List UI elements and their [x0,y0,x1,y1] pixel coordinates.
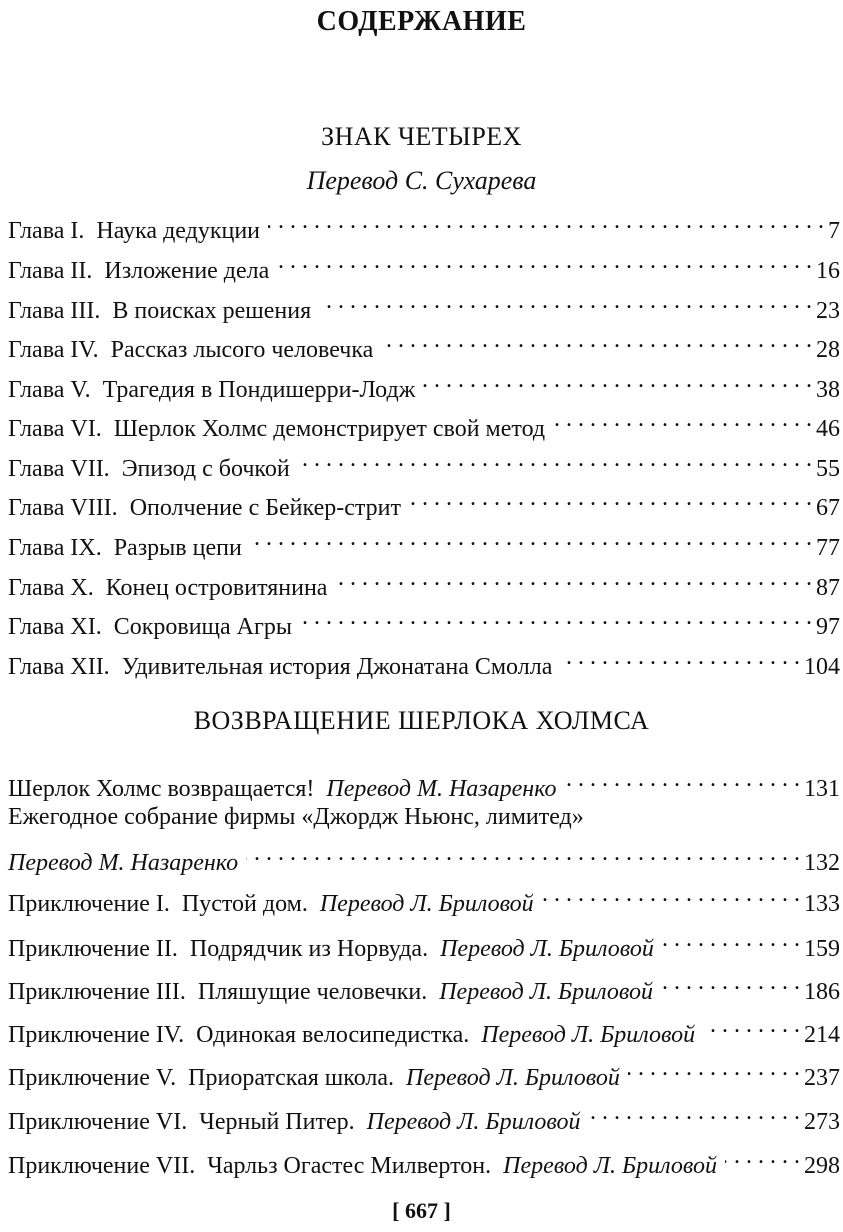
toc-entry[interactable] [8,922,840,962]
dot-leader [250,521,812,555]
toc-entry[interactable] [8,877,840,917]
page-number: 132 [804,850,840,876]
dot-leader [628,1051,800,1085]
toc-entry[interactable] [8,402,840,442]
dot-leader [662,922,800,956]
chapter-title: Шерлок Холмс демонстрирует свой метод [113,416,546,442]
chapter-title: Пляшущие человечки. [197,979,428,1005]
toc-entry[interactable] [8,640,840,680]
page-number: 67 [816,495,840,521]
chapter-title: Приоратская школа. [188,1065,395,1091]
chapter-number: Приключение IV. [8,1022,185,1048]
entry-translator: Перевод Л. Бриловой [481,1022,696,1048]
toc-entry[interactable] [8,600,840,640]
dot-leader [542,877,800,911]
entry-translator: Перевод М. Назаренко [8,850,239,876]
dot-leader [298,442,812,476]
chapter-title: Одинокая велосипедистка. [196,1022,470,1048]
chapter-title: Ополчение с Бейкер-стрит [129,495,401,521]
toc-entry[interactable] [8,204,840,244]
chapter-number: Глава V. [8,377,91,403]
page-number: 237 [804,1065,840,1091]
section-title-return-of-holmes: ВОЗВРАЩЕНИЕ ШЕРЛОКА ХОЛМСА [193,706,650,735]
chapter-number: Глава IV. [8,337,99,363]
entry-translator: Перевод Л. Бриловой [440,936,654,962]
chapter-number: Приключение I. [8,891,170,917]
page-number: 46 [816,416,840,442]
entry-translator: Перевод Л. Бриловой [319,891,534,917]
page-number: 214 [804,1022,840,1048]
page-title: СОДЕРЖАНИЕ [316,6,527,37]
chapter-number: Глава II. [8,258,93,284]
toc-entry[interactable] [8,1139,840,1179]
chapter-title: Пустой дом. [181,891,308,917]
dot-leader [277,244,812,278]
toc-entry[interactable] [8,521,840,561]
entry-translator: Перевод Л. Бриловой [406,1065,620,1091]
toc-entry[interactable] [8,965,840,1005]
dot-leader [335,561,812,595]
entry-title[interactable]: Ежегодное собрание фирмы «Джордж Ньюнс, лимитед» [8,804,584,830]
dot-leader [381,323,812,357]
page-number: 7 [828,218,840,244]
page-number: 273 [804,1109,840,1135]
chapter-number: Приключение VII. [8,1153,196,1179]
dot-leader [560,640,800,674]
page-number: 55 [816,456,840,482]
chapter-title: Трагедия в Пондишерри-Лодж [102,377,416,403]
chapter-number: Приключение VI. [8,1109,188,1135]
section-translator: Перевод С. Сухарева [306,166,537,195]
chapter-number: Глава I. [8,218,85,244]
chapter-title: Конец островитянина [105,575,328,601]
toc-entry[interactable] [8,244,840,284]
dot-leader [268,204,824,238]
dot-leader [409,481,812,515]
chapter-title: Черный Питер. [199,1109,355,1135]
toc-entry[interactable] [8,1095,840,1135]
chapter-title: В поисках решения [112,298,312,324]
page-number: 77 [816,535,840,561]
dot-leader [703,1008,800,1042]
page-number: 16 [816,258,840,284]
dot-leader [300,600,812,634]
chapter-number: Глава III. [8,298,101,324]
toc-entry[interactable] [8,442,840,482]
toc-entry[interactable] [8,762,840,802]
page-number: 298 [804,1153,840,1179]
entry-translator: Перевод Л. Бриловой [439,979,654,1005]
entry-title: Шерлок Холмс возвращается! [8,776,315,802]
dot-leader [423,363,812,397]
dot-leader [319,284,812,318]
chapter-title: Наука дедукции [96,218,261,244]
dot-leader [588,1095,800,1129]
dot-leader [661,965,800,999]
entry-translator: Перевод Л. Бриловой [366,1109,581,1135]
toc-entry[interactable] [8,284,840,324]
chapter-number: Глава XII. [8,654,110,680]
entry-translator: Перевод М. Назаренко [326,776,557,802]
page-number: 104 [804,654,840,680]
chapter-title: Разрыв цепи [113,535,242,561]
toc-entry[interactable] [8,836,840,876]
dot-leader [246,836,800,870]
toc-entry[interactable] [8,561,840,601]
page-number: 97 [816,614,840,640]
toc-entry[interactable] [8,1008,840,1048]
chapter-title: Удивительная история Джонатана Смолла [121,654,553,680]
page-number: 87 [816,575,840,601]
page-number: 131 [804,776,840,802]
page-number: 186 [804,979,840,1005]
dot-leader [553,402,812,436]
dot-leader [725,1139,800,1173]
chapter-title: Эпизод с бочкой [121,456,290,482]
chapter-title: Чарльз Огастес Милвертон. [207,1153,492,1179]
toc-entry[interactable] [8,1051,840,1091]
page-number: 28 [816,337,840,363]
page-folio: [ 667 ] [392,1198,451,1223]
toc-entry[interactable] [8,363,840,403]
chapter-number: Глава VII. [8,456,110,482]
chapter-title: Подрядчик из Норвуда. [189,936,429,962]
chapter-number: Глава XI. [8,614,102,640]
page-number: 23 [816,298,840,324]
section-title-sign-of-four: ЗНАК ЧЕТЫРЕХ [321,122,522,151]
chapter-title: Рассказ лысого человечка [110,337,374,363]
page-number: 133 [804,891,840,917]
toc-entry[interactable] [8,323,840,363]
chapter-number: Приключение III. [8,979,186,1005]
chapter-number: Приключение II. [8,936,178,962]
dot-leader [565,762,800,796]
chapter-number: Глава VI. [8,416,102,442]
page-number: 38 [816,377,840,403]
chapter-number: Приключение V. [8,1065,177,1091]
chapter-number: Глава X. [8,575,94,601]
toc-entry[interactable] [8,481,840,521]
chapter-number: Глава VIII. [8,495,118,521]
page-number: 159 [804,936,840,962]
chapter-number: Глава IX. [8,535,102,561]
chapter-title: Сокровища Агры [113,614,292,640]
entry-translator: Перевод Л. Бриловой [503,1153,717,1179]
chapter-title: Изложение дела [104,258,270,284]
